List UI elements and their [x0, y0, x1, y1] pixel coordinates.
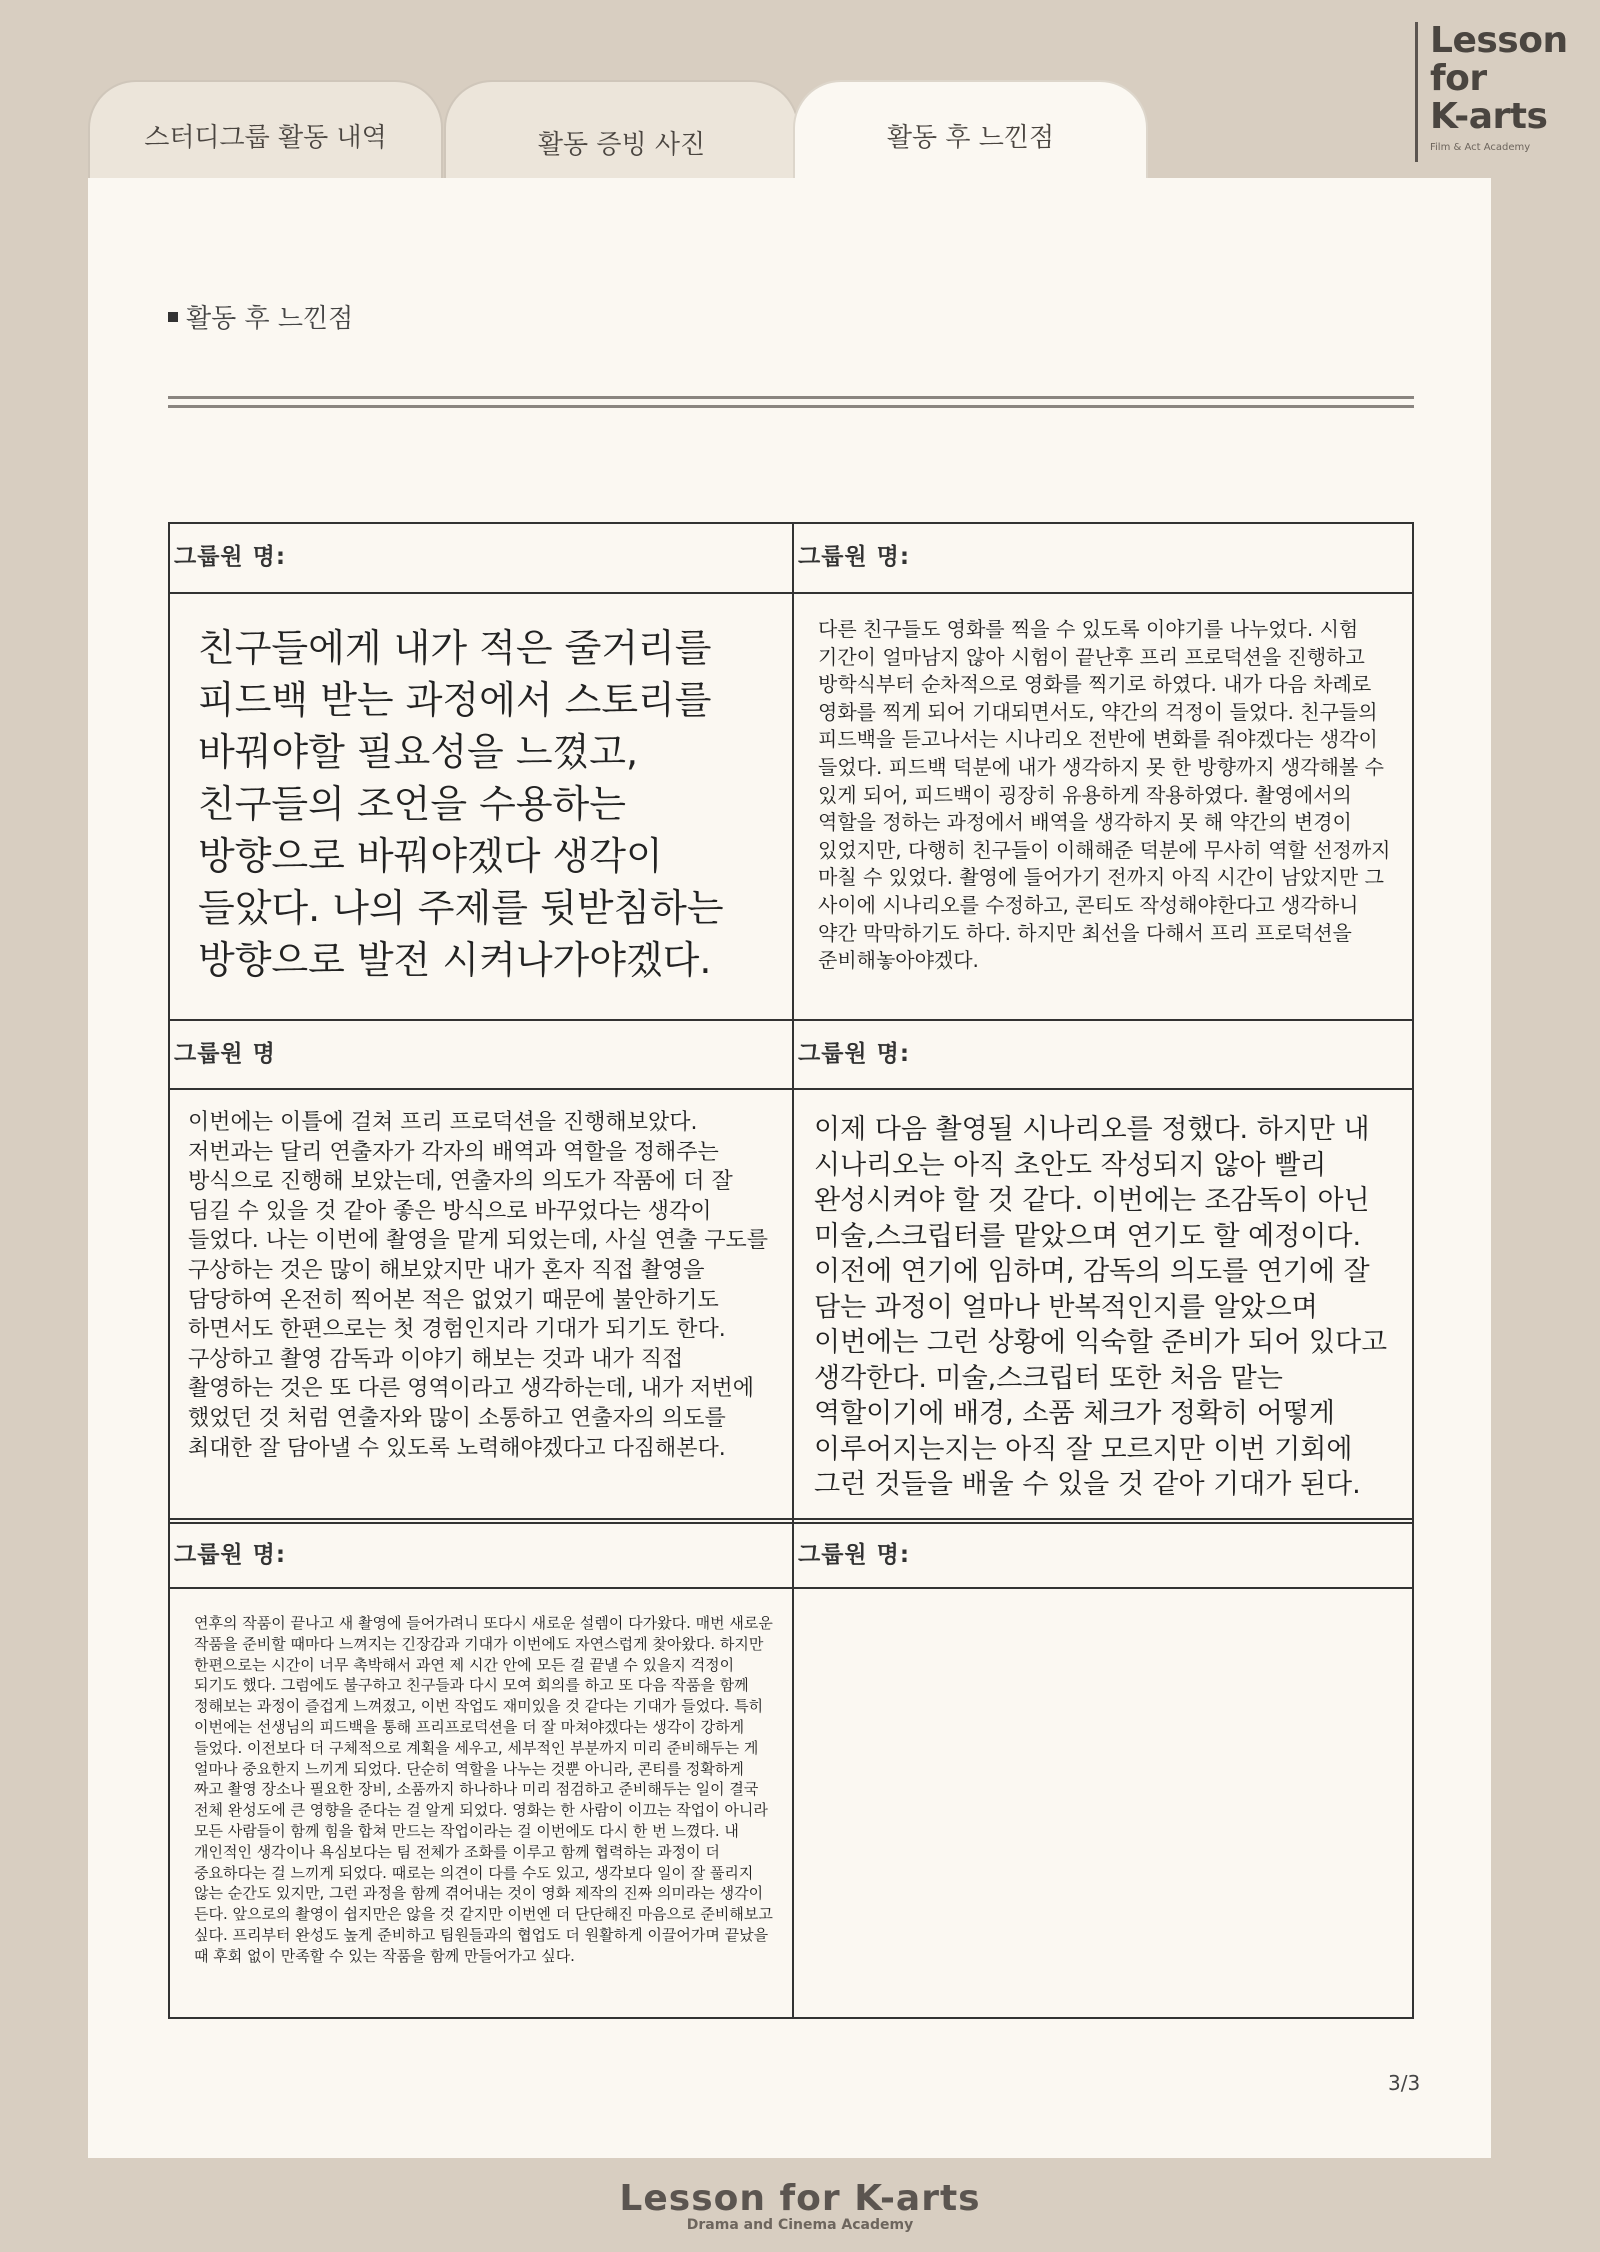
logo-line: K-arts [1430, 96, 1548, 137]
reflection-cell-4 [794, 1090, 1414, 1518]
tab-study-group-activity[interactable]: 스터디그룹 활동 내역 [88, 80, 443, 180]
bullet-square-icon [168, 312, 178, 322]
reflection-cell-5 [170, 1589, 792, 2017]
reflection-text: 이번에는 이틀에 걸쳐 프리 프로덕션을 진행해보았다. 저번과는 달리 연출자가 각자의 배역과 역할을 정해주는 방식으로 진행해 보았는데, 연출자의 의도가 작품에 더 잘 딤길 수 있을 것 같아 좋은 방식으로 바꾸었다는 생각이 들었다. 나는 이번에 촬영을 맡게 되었는데, 사실 연출 구도를 구상하는 것은 많이 해보았지만 내가 혼자 직접 촬영을 담당하여 온전히 찍어본 적은 없었기 때문에 불안하기도 하면서도 한편으로는 첫 경험인지라 기대가 되기도 한다. 구상하고 촬영 감독과 이야기 해보는 것과 내가 직접 촬영하는 것은 또 다른 영역이라고 생각하는데, 내가 저번에 했었던 것 처럼 연출자와 많이 소통하고 연출자의 의도를 최대한 잘 담아낼 수 있도록 노력해야겠다고 다짐해본다. [188, 1110, 768, 1461]
double-rule-divider [168, 396, 1414, 408]
member-header-6: 그룹원 명: [798, 1542, 911, 1568]
reflection-text: 이제 다음 촬영될 시나리오를 정했다. 하지만 내 시나리오는 아직 초안도 작성되지 않아 빨리 완성시켜야 할 것 같다. 이번에는 조감독이 아닌 미술,스크립터를 맡았으며 연기도 할 예정이다. 이전에 연기에 임하며, 감독의 의도를 연기에 잘 담는 과정이 얼마나 반복적인지를 알았으며 이번에는 그런 상황에 익숙할 준비가 되어 있다고 생각한다. 미술,스크립터 또한 처음 맡는 역할이기에 배경, 소품 체크가 정확히 어떻게 이루어지는지는 아직 잘 모르지만 이번 기회에 그런 것들을 배울 수 있을 것 같아 기대가 된다. [814, 1114, 1388, 1500]
document-page [88, 178, 1491, 2158]
reflection-table [168, 522, 1414, 2019]
member-header-3: 그룹원 명 [174, 1041, 276, 1067]
tab-reflections[interactable]: 활동 후 느낀점 [793, 80, 1148, 182]
reflection-cell-3 [170, 1090, 792, 1518]
brand-logo-bottom [0, 2178, 1600, 2233]
reflection-text: 친구들에게 내가 적은 줄거리를 피드백 받는 과정에서 스토리를 바꿔야할 필요성을 느꼈고, 친구들의 조언을 수용하는 방향으로 바꿔야겠다 생각이 들았다. 나의 주제를 뒷받침하는 방향으로 발전 시켜나가야겠다. [198, 626, 724, 982]
reflection-cell-6-empty [794, 1589, 1414, 2017]
member-header-1: 그룹원 명: [174, 544, 287, 570]
logo-subtitle: Film & Act Academy [1430, 142, 1531, 153]
page-number: 3/3 [1388, 2071, 1421, 2095]
logo-line: for [1430, 58, 1487, 99]
brand-logo-top [1415, 22, 1575, 162]
tab-activity-photos[interactable]: 활동 증빙 사진 [444, 80, 799, 180]
footer-title: Lesson for K-arts [619, 2178, 981, 2219]
reflection-cell-1 [170, 594, 792, 1019]
reflection-cell-2 [794, 594, 1414, 1019]
section-title: 활동 후 느낀점 [168, 298, 353, 335]
logo-line: Lesson [1430, 20, 1568, 61]
reflection-text: 연후의 작품이 끝나고 새 촬영에 들어가려니 또다시 새로운 설렘이 다가왔다. 매번 새로운 작품을 준비할 때마다 느껴지는 긴장감과 기대가 이번에도 자연스럽게 찾아왔다. 하지만 한편으로는 시간이 너무 촉박해서 과연 제 시간 안에 모든 걸 끝낼 수 있을지 걱정이 되기도 했다. 그럼에도 불구하고 친구들과 다시 모여 회의를 하고 또 다음 작품을 함께 정해보는 과정이 즐겁게 느껴졌고, 이번 작업도 재미있을 것 같다는 기대가 들었다. 특히 이번에는 선생님의 피드백을 통해 프리프로덕션을 더 잘 마쳐야겠다는 생각이 강하게 들었다. 이전보다 더 구체적으로 계획을 세우고, 세부적인 부분까지 미리 준비해두는 게 얼마나 중요한지 느끼게 되었다. 단순히 역할을 나누는 것뿐 아니라, 콘티를 정확하게 짜고 촬영 장소나 필요한 장비, 소품까지 하나하나 미리 점검하고 준비해두는 일이 결국 전체 완성도에 큰 영향을 준다는 걸 알게 되었다. 영화는 한 사람이 이끄는 작업이 아니라 모든 사람들이 함께 힘을 합쳐 만드는 작업이라는 걸 이번에도 다시 한 번 느꼈다. 내 개인적인 생각이나 욕심보다는 팀 전체가 조화를 이루고 함께 협력하는 과정이 더 중요하다는 걸 느끼게 되었다. 때로는 의견이 다를 수도 있고, 생각보다 일이 잘 풀리지 않는 순간도 있지만, 그런 과정을 함께 겪어내는 것이 영화 제작의 진짜 의미라는 생각이 든다. 앞으로의 촬영이 쉽지만은 않을 것 같지만 이번엔 더 단단해진 마음으로 준비해보고 싶다. 프리부터 완성도 높게 준비하고 팀원들과의 협업도 더 원활하게 이끌어가며 끝났을 때 후회 없이 만족할 수 있는 작품을 함께 만들어가고 싶다. [194, 1614, 773, 1965]
reflection-text: 다른 친구들도 영화를 찍을 수 있도록 이야기를 나누었다. 시험 기간이 얼마남지 않아 시험이 끝난후 프리 프로덕션을 진행하고 방학식부터 순차적으로 영화를 찍기로 하였다. 내가 다음 차례로 영화를 찍게 되어 기대되면서도, 약간의 걱정이 들었다. 친구들의 피드백을 듣고나서는 시나리오 전반에 변화를 줘야겠다는 생각이 들었다. 피드백 덕분에 내가 생각하지 못 한 방향까지 생각해볼 수 있게 되어, 피드백이 굉장히 유용하게 작용하였다. 촬영에서의 역할을 정하는 과정에서 배역을 생각하지 못 해 약간의 변경이 있었지만, 다행히 친구들이 이해해준 덕분에 무사히 역할 선정까지 마칠 수 있었다. 촬영에 들어가기 전까지 아직 시간이 남았지만 그 사이에 시나리오를 수정하고, 콘티도 작성해야한다고 생각하니 약간 막막하기도 하다. 하지만 최선을 다해서 프리 프로덕션을 준비해놓아야겠다. [818, 617, 1391, 973]
member-header-5: 그룹원 명: [174, 1542, 287, 1568]
member-header-4: 그룹원 명: [798, 1041, 911, 1067]
footer-subtitle: Drama and Cinema Academy [686, 2217, 914, 2233]
member-header-2: 그룹원 명: [798, 544, 911, 570]
